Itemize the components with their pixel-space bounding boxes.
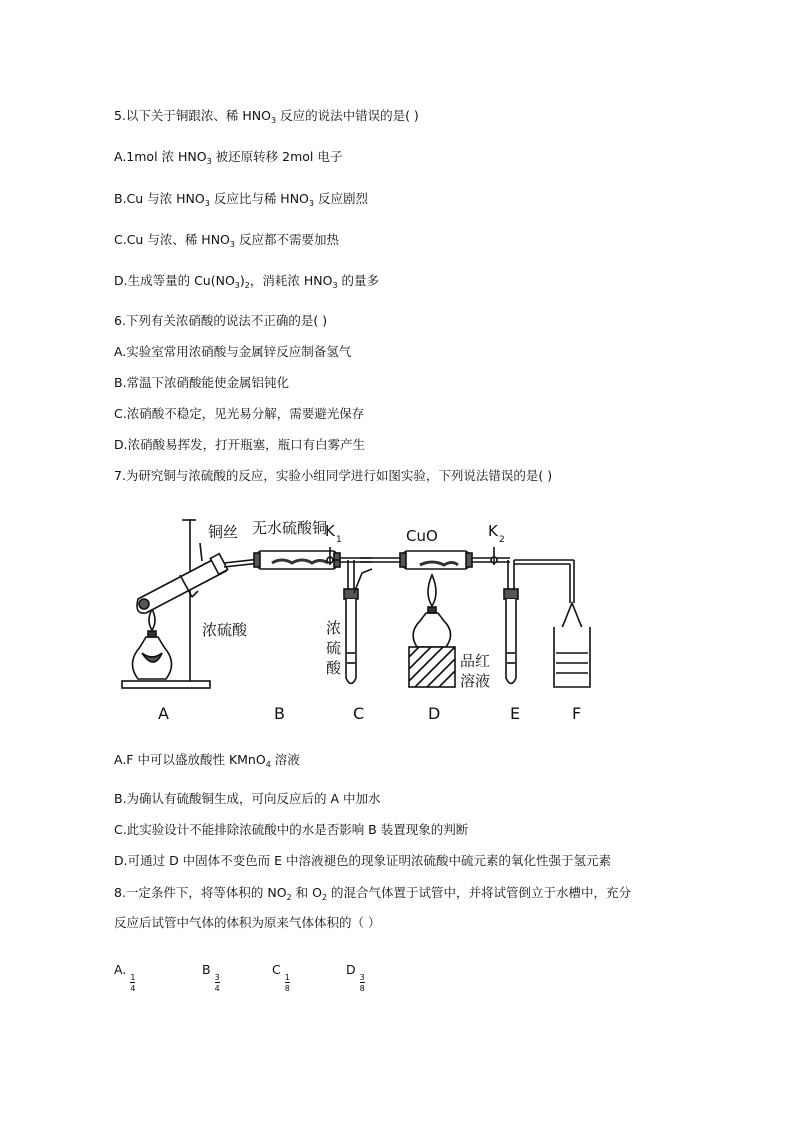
- apparatus-letter-f: F: [572, 704, 582, 723]
- q7-stem: 7.为研究铜与浓硫酸的反应，实验小组同学进行如图实验，下列说法错误的是( ): [114, 468, 553, 483]
- label-k1-sub: 1: [336, 535, 342, 545]
- q8-option-b: B $\frac{3}{4}$: [202, 962, 220, 993]
- q6-stem: 6.下列有关浓硝酸的说法不正确的是( ): [114, 313, 328, 328]
- label-copper-wire: 铜丝: [208, 523, 239, 541]
- stand-base: [122, 681, 210, 688]
- q6-option-a: A.实验室常用浓硝酸与金属锌反应制备氢气: [114, 344, 352, 359]
- q7-option-a: A.F 中可以盛放酸性 KMnO$_4$ 溶液: [114, 752, 300, 769]
- q5-stem: 5.以下关于铜跟浓、稀 $HNO_3$ 反应的说法中错误的是( ): [114, 108, 419, 125]
- stopper-c: [344, 589, 358, 599]
- q7-option-d: D.可通过 D 中固体不变色而 E 中溶液褪色的现象证明浓硫酸中硫元素的氧化性强于氢元素: [114, 853, 612, 868]
- label-k2-sub: 2: [499, 535, 505, 545]
- fraction-c: $\frac{1}{8}$: [284, 973, 290, 993]
- q7-option-b: B.为确认有硫酸铜生成，可向反应后的 A 中加水: [114, 791, 381, 806]
- q5-option-a: A.1mol 浓 $HNO_3$ 被还原转移 2mol 电子: [114, 149, 343, 166]
- q5-option-b: B.Cu 与浓 $HNO_3$ 反应比与稀 $HNO_3$ 反应剧烈: [114, 191, 368, 208]
- fraction-d: $\frac{3}{8}$: [359, 973, 365, 993]
- alcohol-lamp-d: [413, 613, 450, 647]
- cuo-tube-d: [404, 551, 468, 569]
- apparatus-letter-c: C: [353, 704, 365, 723]
- q8-option-c: C $\frac{1}{8}$: [272, 962, 290, 993]
- q5-option-d: D.生成等量的 $Cu(NO_3)_2$，消耗浓 $HNO_3$ 的量多: [114, 273, 380, 290]
- test-tube-e: [506, 599, 516, 684]
- q7-option-c: C.此实验设计不能排除浓硫酸中的水是否影响 B 装置现象的判断: [114, 822, 469, 837]
- fraction-a: $\frac{1}{4}$: [130, 973, 136, 993]
- q8-stem-line2: 反应后试管中气体的体积为原来气体体积的（ ）: [114, 915, 381, 930]
- label-cuo: CuO: [406, 527, 438, 545]
- apparatus-letter-e: E: [510, 704, 521, 723]
- fraction-b: $\frac{3}{4}$: [214, 973, 220, 993]
- q8-option-a: A. $\frac{1}{4}$: [114, 962, 136, 993]
- apparatus-letter-a: A: [158, 704, 169, 723]
- label-rongye: 溶液: [460, 672, 491, 690]
- label-k2: K: [488, 522, 498, 540]
- test-tube-a: [137, 557, 226, 613]
- label-k1: K: [325, 522, 335, 540]
- label-c-liu: 硫: [326, 639, 342, 657]
- label-c-nong: 浓: [326, 619, 342, 637]
- stopper-e: [504, 589, 518, 599]
- apparatus-letter-d: D: [428, 704, 441, 723]
- label-anhydrous-cuso4: 无水硫酸铜: [252, 519, 328, 537]
- apparatus-diagram: [110, 503, 610, 728]
- q8-option-d: D $\frac{3}{8}$: [346, 962, 365, 993]
- q6-option-b: B.常温下浓硝酸能使金属铝钝化: [114, 375, 290, 390]
- test-tube-c: [346, 599, 356, 684]
- label-pinhong: 品红: [460, 652, 491, 670]
- q6-option-c: C.浓硝酸不稳定，见光易分解，需要避光保存: [114, 406, 365, 421]
- beaker-f: [554, 627, 590, 687]
- label-conc-h2so4: 浓硫酸: [202, 621, 248, 639]
- label-c-suan: 酸: [326, 659, 342, 677]
- apparatus-letter-b: B: [274, 704, 285, 723]
- q5-option-c: C.Cu 与浓、稀 $HNO_3$ 反应都不需要加热: [114, 232, 339, 249]
- q6-option-d: D.浓硝酸易挥发，打开瓶塞，瓶口有白雾产生: [114, 437, 366, 452]
- q8-stem-line1: 8.一定条件下，将等体积的 $NO_2$ 和 $O_2$ 的混合气体置于试管中，并将试管倒立于水槽中，充分: [114, 885, 632, 902]
